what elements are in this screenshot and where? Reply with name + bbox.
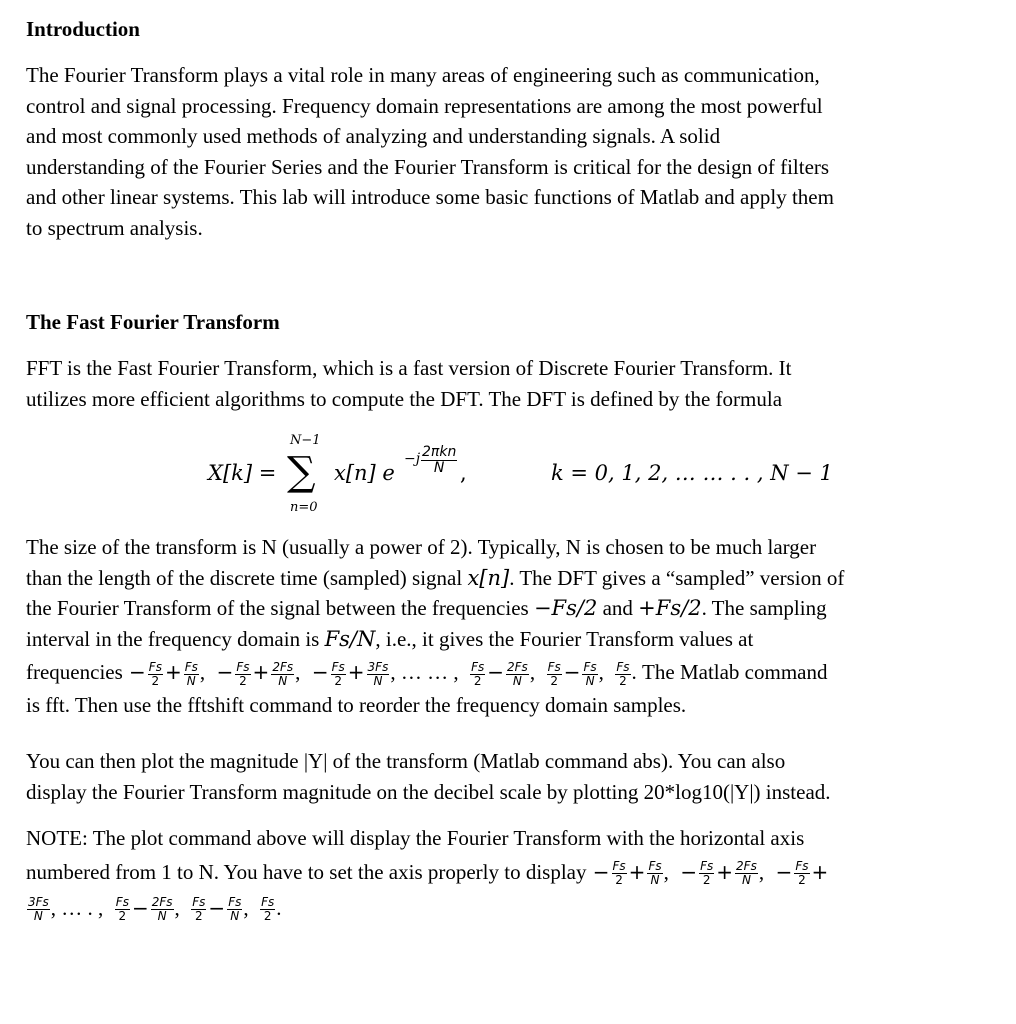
dft-explanation-paragraph: [26, 532, 996, 721]
sum-lower-limit: n=0: [290, 500, 318, 515]
frac-fs-2: $\frac{Fs}{2}$: [148, 659, 162, 688]
text-run: frequencies: [26, 660, 123, 684]
frac-fs-n: $\frac{Fs}{N}$: [583, 659, 597, 688]
note-line-fractions: $\frac{3Fs}{N}$ , … . , $\frac{Fs}{2}$ − $\frac{2Fs}{N}$ , $\frac{Fs}{2}$ − $\frac{Fs}{N}$ , $\frac{Fs}{2}$ .: [28, 895, 282, 924]
magnitude-paragraph: [26, 746, 996, 807]
frac-fs-2: $\frac{Fs}{2}$: [616, 659, 630, 688]
exponent-sign: −j: [404, 451, 421, 467]
math-xn: x[n]: [467, 565, 510, 590]
frac-fs-2: $\frac{Fs}{2}$: [236, 659, 250, 688]
frac-2fs-n: $\frac{2Fs}{N}$: [507, 659, 528, 688]
text-run: . The sampling: [701, 596, 827, 620]
intro-line: understanding of the Fourier Series and the Fourier Transform is critical for the design of filters: [26, 154, 830, 179]
fft-line: FFT is the Fast Fourier Transform, which is a fast version of Discrete Fourier Transform. It: [26, 356, 792, 380]
frac-fs-2: $\frac{Fs}{2}$: [115, 895, 129, 924]
explain-line-frequencies: frequencies − $\frac{Fs}{2}$ + $\frac{Fs}{N}$ , − $\frac{Fs}{2}$ + $\frac{2Fs}{N}$ , − $\frac{Fs}{2}$ + $\frac{3Fs}{N}$ , … … , $\frac{Fs}{2}$ − $\frac{2Fs}{N}$ , $\frac{Fs}{2}$ − $\frac{Fs}{N}$ , $\frac{Fs}{2}$ . The Matlab command: [26, 659, 828, 688]
formula-comma: ,: [460, 461, 467, 485]
magnitude-line: You can then plot the magnitude |Y| of the transform (Matlab command abs). You can also: [26, 749, 786, 773]
intro-line: The Fourier Transform plays a vital role in many areas of engineering such as communication,: [26, 63, 820, 87]
text-run: the Fourier Transform of the signal between the frequencies: [26, 596, 534, 620]
dft-formula: [0, 425, 1016, 525]
formula-body: x[n] e: [334, 461, 395, 485]
explain-line: [26, 563, 996, 594]
note-line: numbered from 1 to N. You have to set the axis properly to display − $\frac{Fs}{2}$ + $\frac{Fs}{N}$ , − $\frac{Fs}{2}$ + $\frac{2Fs}{N}$ , − $\frac{Fs}{2}$ +: [26, 859, 829, 888]
intro-line: to spectrum analysis.: [26, 215, 203, 240]
text-run: interval in the frequency domain is: [26, 626, 325, 651]
text-run: than the length of the discrete time (sampled) signal: [26, 565, 468, 590]
sum-symbol: ∑: [287, 449, 316, 495]
fft-intro-paragraph: [26, 353, 996, 414]
exponent-fraction: [421, 445, 457, 476]
formula-range: k = 0, 1, 2, … … . . , N − 1: [551, 461, 833, 485]
frac-fs-n: $\frac{Fs}{N}$: [648, 859, 662, 888]
explain-line: [26, 593, 996, 624]
frac-2fs-n: $\frac{2Fs}{N}$: [736, 859, 757, 888]
intro-heading: Introduction: [26, 17, 140, 41]
frac-3fs-n: $\frac{3Fs}{N}$: [28, 895, 49, 924]
fft-heading: The Fast Fourier Transform: [26, 310, 280, 334]
frac-fs-2: $\frac{Fs}{2}$: [261, 895, 275, 924]
frac-2fs-n: $\frac{2Fs}{N}$: [272, 659, 294, 688]
explain-line: is fft. Then use the fftshift command to reorder the frequency domain samples.: [26, 693, 687, 717]
text-run: . The DFT gives a “sampled” version of: [509, 565, 845, 590]
magnitude-line: display the Fourier Transform magnitude on the decibel scale by plotting 20*log10(|Y|) instead.: [26, 779, 831, 804]
explain-line: [26, 624, 996, 655]
intro-line: control and signal processing. Frequency domain representations are among the most powerful: [26, 93, 823, 118]
math-fs-over-n: Fs/N: [324, 626, 376, 651]
frac-fs-2: $\frac{Fs}{2}$: [331, 659, 345, 688]
note-paragraph: [26, 823, 996, 926]
math-pos-fs-half: +Fs/2: [638, 596, 702, 620]
fft-line: utilizes more efficient algorithms to compute the DFT. The DFT is defined by the formula: [26, 386, 783, 411]
intro-line: and other linear systems. This lab will introduce some basic functions of Matlab and apply them: [26, 185, 834, 209]
text-run: , i.e., it gives the Fourier Transform values at: [375, 626, 754, 651]
explain-line: The size of the transform is N (usually a power of 2). Typically, N is chosen to be much larger: [26, 535, 817, 559]
frac-fs-2: $\frac{Fs}{2}$: [612, 859, 626, 888]
note-line: NOTE: The plot command above will display the Fourier Transform with the horizontal axis: [26, 826, 805, 850]
frac-2fs-n: $\frac{2Fs}{N}$: [151, 895, 173, 924]
frac-fs-2: $\frac{Fs}{2}$: [192, 895, 206, 924]
exponent-denominator: N: [433, 460, 445, 476]
intro-line: and most commonly used methods of analyzing and understanding signals. A solid: [26, 124, 721, 148]
formula-lhs: X[k] =: [208, 461, 277, 485]
frac-3fs-n: $\frac{3Fs}{N}$: [367, 659, 389, 688]
frac-fs-2: $\frac{Fs}{2}$: [471, 659, 485, 688]
frac-fs-2: $\frac{Fs}{2}$: [547, 659, 561, 688]
sum-upper-limit: N−1: [290, 433, 321, 448]
frac-fs-n: $\frac{Fs}{N}$: [228, 895, 242, 924]
frac-fs-n: $\frac{Fs}{N}$: [184, 659, 198, 688]
intro-paragraph: [26, 60, 996, 243]
text-run: The Matlab command: [642, 660, 828, 684]
exponent-numerator: 2πkn: [422, 444, 457, 460]
math-neg-fs-half: −Fs/2: [533, 596, 598, 620]
frac-fs-2: $\frac{Fs}{2}$: [795, 859, 809, 888]
text-run: numbered from 1 to N. You have to set the axis properly to display: [26, 859, 587, 884]
frac-fs-2: $\frac{Fs}{2}$: [700, 859, 714, 888]
text-run: and: [597, 596, 639, 620]
